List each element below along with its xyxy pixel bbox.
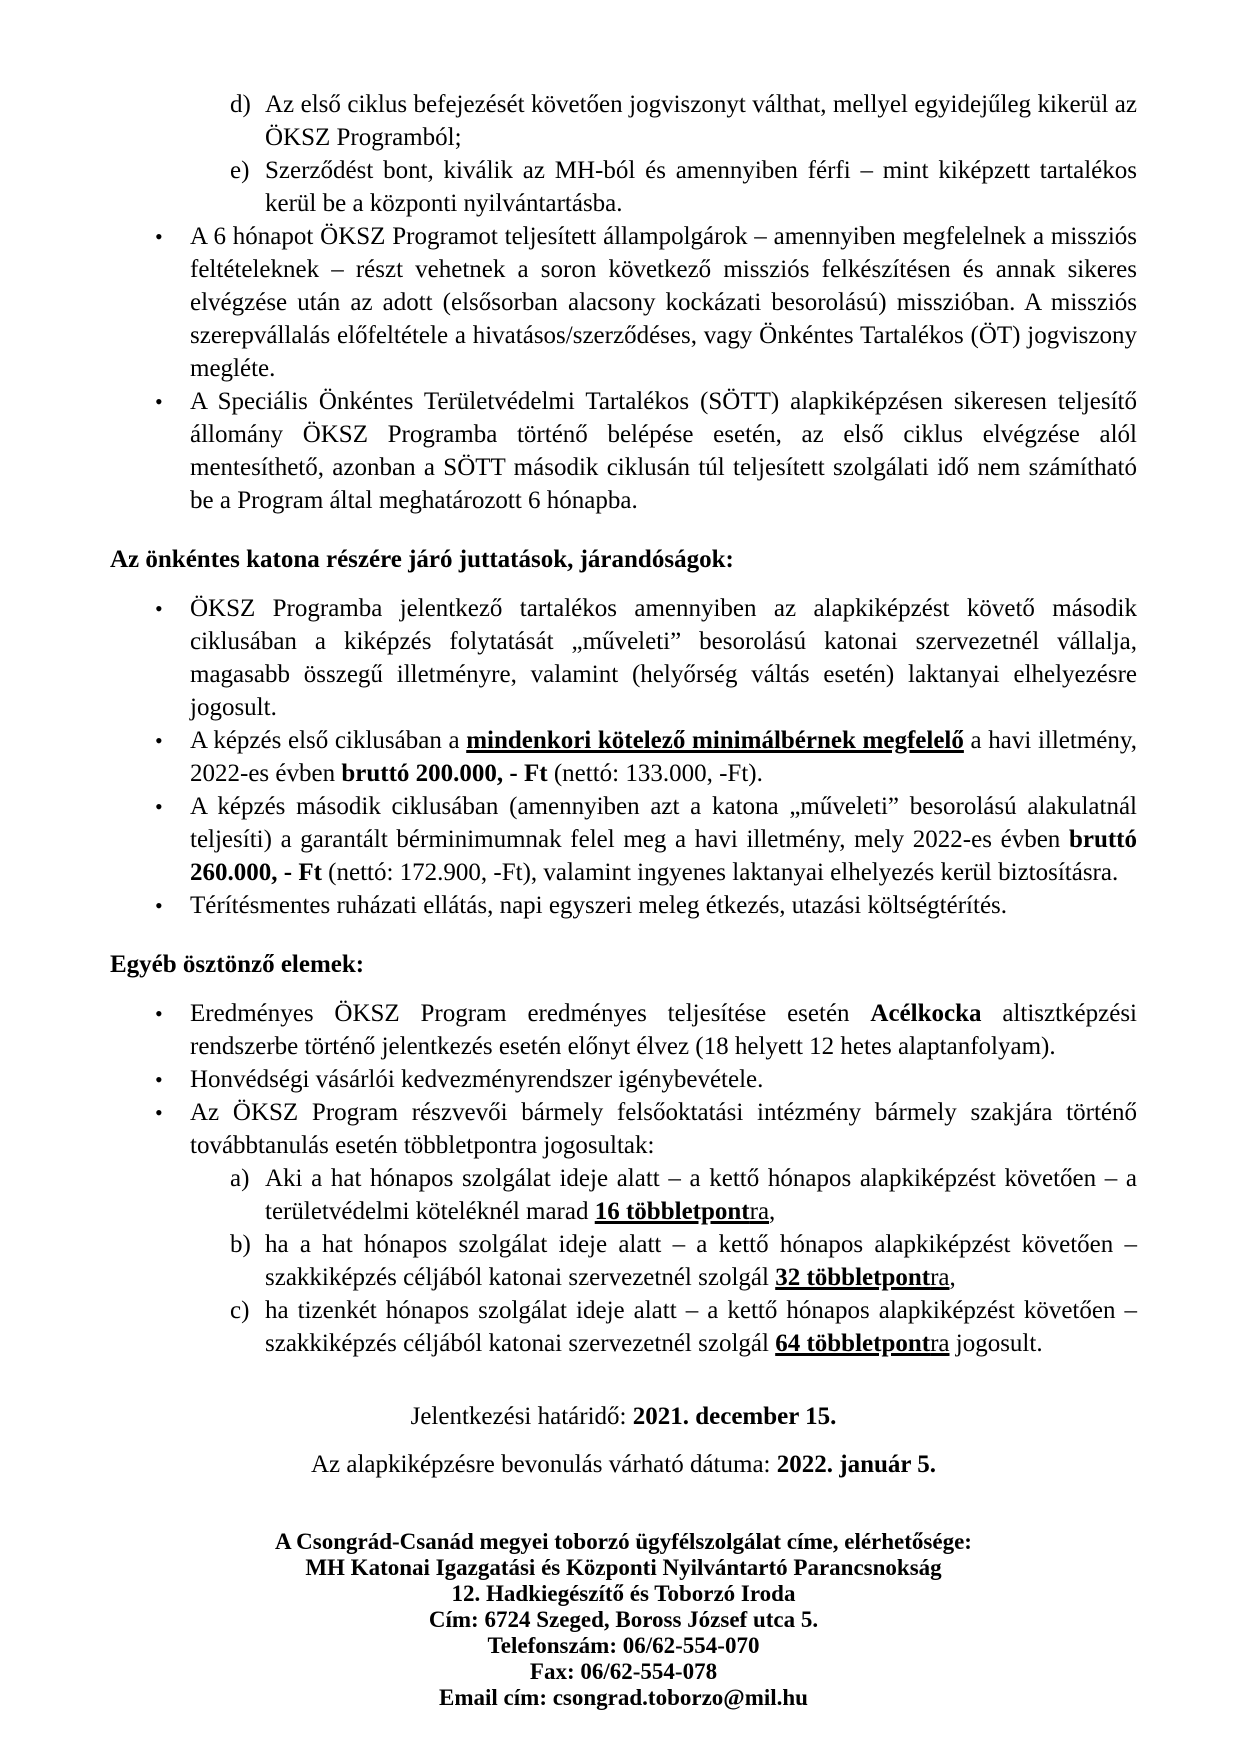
lettered-item-label: e) — [230, 157, 250, 184]
lettered-item-text: Szerződést bont, kiválik az MH-ból és amennyiben férfi – mint kiképzett tartalékos kerül be a központi nyilvántartásba. — [265, 157, 1137, 217]
lettered-item-d — [110, 88, 1137, 154]
text-run-bold-underline: 32 többletpont — [775, 1264, 931, 1291]
text-run-underline: ra — [749, 1198, 770, 1225]
text-run: , — [769, 1198, 776, 1225]
text-run: altisztképzési rendszerbe történő jelentkezés esetén előnyt élvez (18 helyett 12 hetes alaptanfolyam). — [190, 1000, 1138, 1060]
bullet-icon: • — [155, 596, 163, 621]
bullet-item-text: Az ÖKSZ Program részvevői bármely felsőoktatási intézmény bármely szakjára történő továbbtanulás esetén többletpontra jogosultak: — [190, 1099, 1137, 1159]
deadline-line — [110, 1400, 1137, 1433]
text-run-bold-underline: 64 többletpont — [775, 1330, 931, 1357]
enrollment-label: Az alapkiképzésre bevonulás várható dátuma: — [310, 1451, 777, 1478]
text-run: (nettó: 133.000, -Ft). — [547, 760, 763, 787]
bullet-item — [110, 790, 1137, 889]
deadline-label: Jelentkezési határidő: — [410, 1403, 633, 1430]
bullet-icon: • — [155, 389, 163, 414]
lettered-item-text: Az első ciklus befejezését követően jogviszonyt válthat, mellyel egyidejűleg kikerül az ÖKSZ Programból; — [265, 91, 1137, 151]
contact-line-title: A Csongrád-Csanád megyei toborzó ügyfélszolgálat címe, elérhetősége: — [275, 1529, 972, 1554]
text-run-bold-underline: mindenkori kötelező minimálbérnek megfelelő — [466, 727, 964, 754]
bullet-item — [110, 592, 1137, 724]
contact-line-org: MH Katonai Igazgatási és Központi Nyilvántartó Parancsnokság — [305, 1555, 942, 1580]
text-run-bold: bruttó 260.000, - Ft — [190, 826, 1137, 886]
lettered-item-label: a) — [230, 1165, 250, 1192]
text-run: a havi illetmény, 2022-es évben — [190, 727, 1138, 787]
contact-line-fax: Fax: 06/62-554-078 — [529, 1659, 718, 1684]
lettered-item-b — [110, 1228, 1137, 1294]
contact-line-email: Email cím: csongrad.toborzo@mil.hu — [439, 1685, 808, 1710]
bullet-item — [110, 997, 1137, 1063]
bullet-item — [110, 220, 1137, 385]
bullet-item-text — [190, 997, 1137, 1063]
text-run: A képzés második ciklusában (amennyiben azt a katona „műveleti” besorolású alakulatnál teljesíti) a garantált bérminimumnak felel meg a havi illetmény, mely 2022-es évben — [190, 793, 1137, 853]
lettered-item-text — [265, 1162, 1137, 1228]
enrollment-value: 2022. január 5. — [776, 1451, 937, 1478]
bullet-item-text: ÖKSZ Programba jelentkező tartalékos amennyiben az alapkiképzést követő második ciklusában a kiképzés folytatását „műveleti” besorolású katonai szervezetnél vállalja, magasabb összegű illetményre, valamint (helyőrség váltás esetén) laktanyai elhelyezésre jogosult. — [190, 595, 1137, 721]
text-run: , — [949, 1264, 956, 1291]
bullet-item-text — [190, 790, 1137, 889]
text-run-bold: bruttó 200.000, - Ft — [341, 760, 548, 787]
text-run-bold: Acélkocka — [870, 1000, 982, 1027]
text-run: ha a hat hónapos szolgálat ideje alatt – a kettő hónapos alapkiképzést követően – szakkiképzés céljából katonai szervezetnél szolgál — [265, 1231, 1137, 1291]
contact-block — [110, 1529, 1137, 1711]
lettered-item-c — [110, 1294, 1137, 1360]
text-run: Aki a hat hónapos szolgálat ideje alatt – a kettő hónapos alapkiképzést követően – a területvédelmi köteléknél marad — [265, 1165, 1137, 1225]
bullet-item-text: Térítésmentes ruházati ellátás, napi egyszeri meleg étkezés, utazási költségtérítés. — [190, 892, 1008, 919]
bullet-icon: • — [155, 794, 163, 819]
text-run-bold-underline: 16 többletpont — [594, 1198, 750, 1225]
bullet-item — [110, 1063, 1137, 1096]
lettered-item-label: b) — [230, 1231, 251, 1258]
lettered-item-label: d) — [230, 91, 251, 118]
text-run: Eredményes ÖKSZ Program eredményes teljesítése esetén — [190, 1000, 871, 1027]
text-run: jogosult. — [949, 1330, 1043, 1357]
contact-line-phone: Telefonszám: 06/62-554-070 — [487, 1633, 760, 1658]
text-run: ha tizenkét hónapos szolgálat ideje alatt – a kettő hónapos alapkiképzést követően – szakkiképzés céljából katonai szervezetnél szolgál — [265, 1297, 1137, 1357]
bullet-item-text: Honvédségi vásárlói kedvezményrendszer igénybevétele. — [190, 1066, 764, 1093]
section-heading-benefits: Az önkéntes katona részére járó juttatások, járandóságok: — [110, 546, 734, 573]
benefits-bullet-list — [110, 592, 1137, 922]
bullet-item — [110, 724, 1137, 790]
contact-line-address: Cím: 6724 Szeged, Boross József utca 5. — [428, 1607, 819, 1632]
text-run-underline: ra — [930, 1330, 950, 1357]
points-lettered-list — [110, 1162, 1137, 1360]
contact-line-office: 12. Hadkiegészítő és Toborzó Iroda — [451, 1581, 796, 1606]
bullet-icon: • — [155, 1067, 163, 1092]
bullet-item-text: A Speciális Önkéntes Területvédelmi Tartalékos (SÖTT) alapkiképzésen sikeresen teljesítő állomány ÖKSZ Programba történő belépése esetén, az első ciklus elvégzése alól mentesíthető, azonban a SÖTT második ciklusán túl teljesített szolgálati idő nem számítható be a Program által meghatározott 6 hónapba. — [190, 388, 1137, 514]
other-bullet-list — [110, 997, 1137, 1360]
text-run-underline: ra — [930, 1264, 950, 1291]
lettered-item-text — [265, 1294, 1137, 1360]
text-run: A képzés első ciklusában a — [190, 727, 467, 754]
bullet-icon: • — [155, 893, 163, 918]
bullet-icon: • — [155, 1100, 163, 1125]
bullet-icon: • — [155, 728, 163, 753]
intro-bullet-list — [110, 220, 1137, 517]
bullet-item — [110, 889, 1137, 922]
lettered-list-top — [110, 88, 1137, 220]
bullet-icon: • — [155, 224, 163, 249]
section-heading-other: Egyéb ösztönző elemek: — [110, 951, 365, 978]
deadline-value: 2021. december 15. — [632, 1403, 837, 1430]
bullet-item — [110, 385, 1137, 517]
bullet-item-text — [190, 724, 1137, 790]
bullet-item-text: A 6 hónapot ÖKSZ Programot teljesített állampolgárok – amennyiben megfelelnek a missziós feltételeknek – részt vehetnek a soron következő missziós felkészítésen és annak sikeres elvégzése után az adott (elsősorban alacsony kockázati besorolású) misszióban. A missziós szerepvállalás előfeltétele a hivatásos/szerződéses, vagy Önkéntes Tartalékos (ÖT) jogviszony megléte. — [190, 223, 1137, 382]
lettered-item-a — [110, 1162, 1137, 1228]
bullet-item — [110, 1096, 1137, 1162]
text-run: (nettó: 172.900, -Ft), valamint ingyenes laktanyai elhelyezés kerül biztosításra. — [321, 859, 1119, 886]
bullet-icon: • — [155, 1001, 163, 1026]
enrollment-line — [110, 1448, 1137, 1481]
lettered-item-text — [265, 1228, 1137, 1294]
lettered-item-label: c) — [230, 1297, 250, 1324]
lettered-item-e — [110, 154, 1137, 220]
